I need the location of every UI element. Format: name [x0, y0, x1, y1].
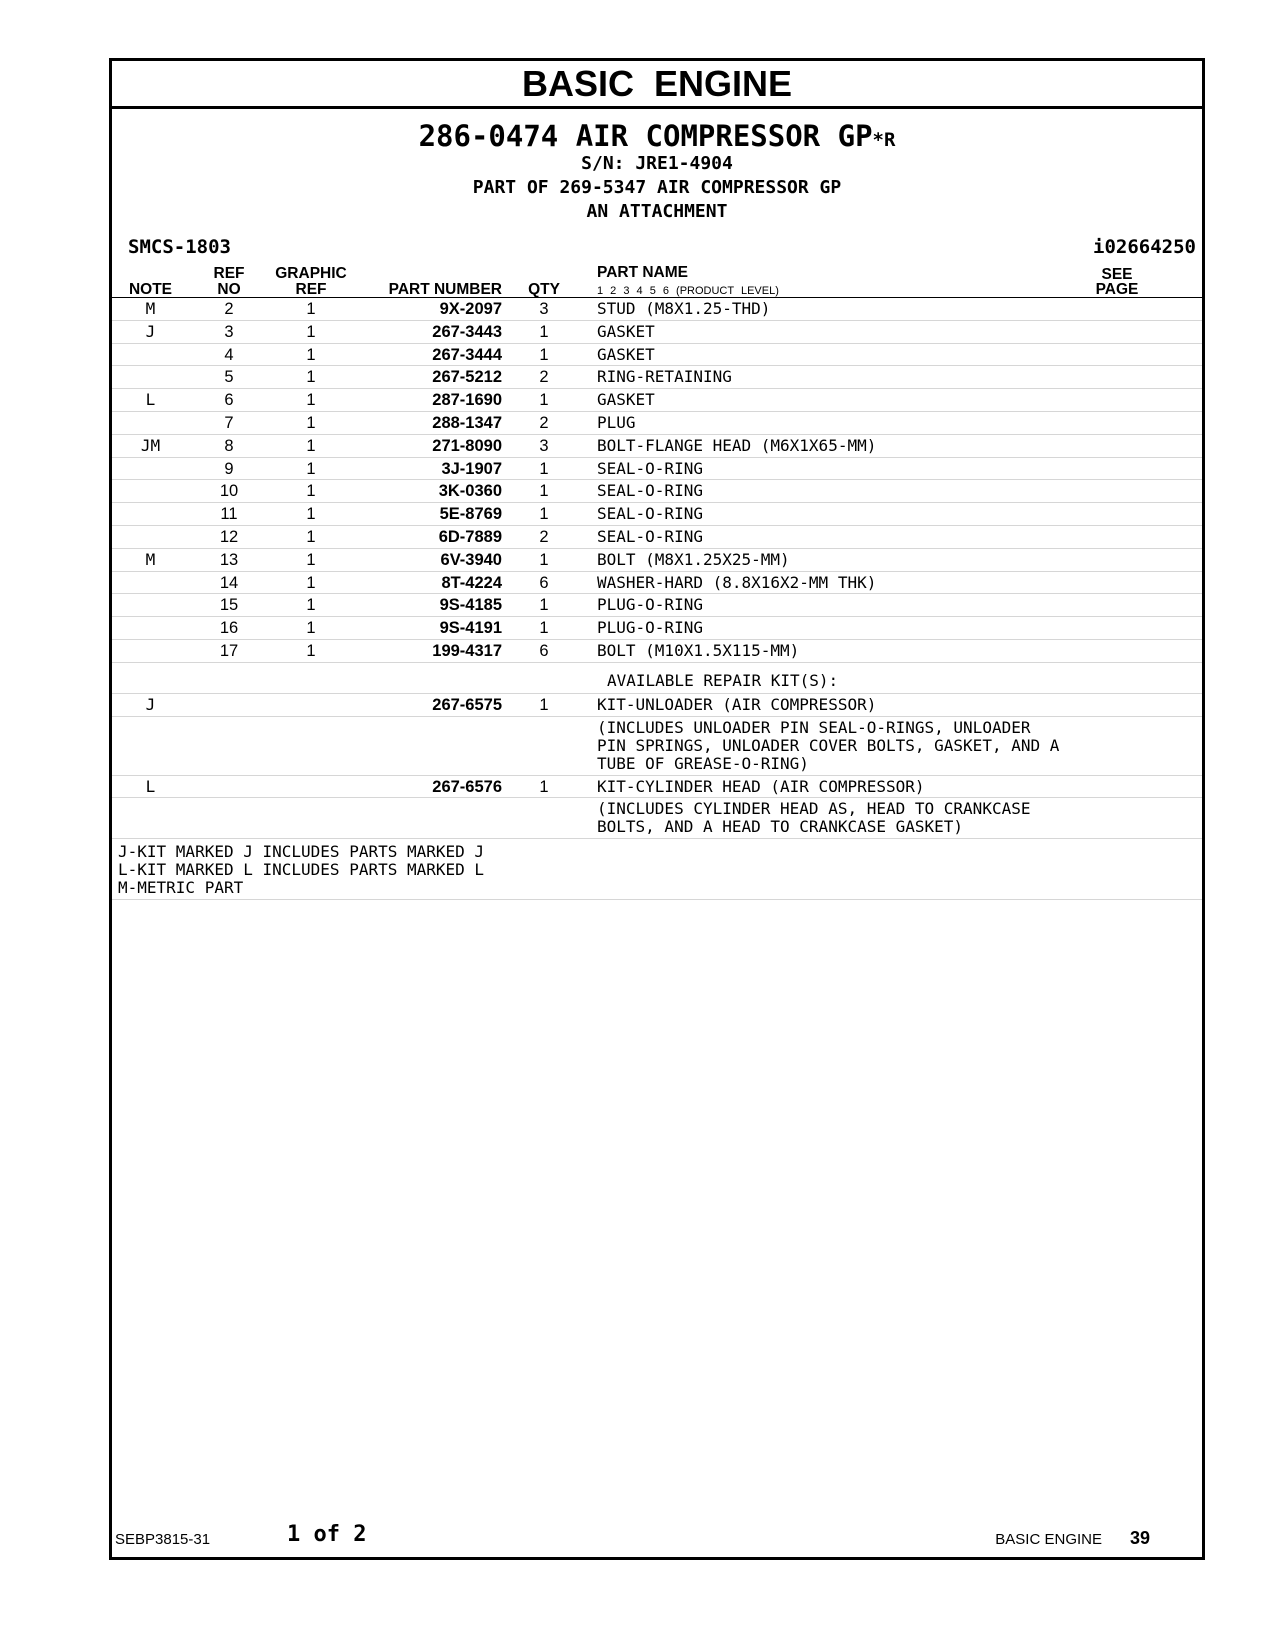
table-header [112, 264, 1202, 298]
legend-line: J-KIT MARKED J INCLUDES PARTS MARKED J [118, 842, 485, 862]
legend-line: M-METRIC PART [118, 878, 244, 898]
part-number-cell: 3K-0360 [438, 482, 502, 501]
header-qty: QTY [528, 281, 560, 298]
qty-cell: 1 [539, 482, 549, 501]
kit-row [112, 694, 1202, 717]
table-row [112, 412, 1202, 435]
parts-table [112, 298, 1202, 900]
graphic-ref-cell: 1 [306, 596, 316, 615]
qty-cell: 1 [539, 550, 549, 569]
note-cell: M [145, 299, 156, 318]
part-number-cell: 271-8090 [432, 436, 502, 455]
ref-no-cell: 6 [224, 391, 234, 410]
legend-notes [112, 839, 1202, 900]
part-name-cell: GASKET [597, 321, 655, 341]
part-number-cell: 199-4317 [432, 641, 502, 660]
part-name-cell: SEAL-O-RING [597, 526, 703, 546]
part-of-line: PART OF 269-5347 AIR COMPRESSOR GP [472, 177, 842, 198]
part-name-cell: RING-RETAINING [597, 367, 732, 387]
kit-description-line: PIN SPRINGS, UNLOADER COVER BOLTS, GASKET, AND A [597, 735, 1060, 755]
part-number-cell: 6D-7889 [438, 527, 502, 546]
illustration-id: i02664250 [1093, 236, 1196, 258]
table-row [112, 366, 1202, 389]
group-title-suffix: *R [872, 129, 896, 151]
header-part-name: PART NAME [597, 264, 688, 281]
graphic-ref-cell: 1 [306, 482, 316, 501]
kit-description-line: TUBE OF GREASE-O-RING) [597, 753, 809, 773]
graphic-ref-cell: 1 [306, 573, 316, 592]
kit-description-line: (INCLUDES CYLINDER HEAD AS, HEAD TO CRANKCASE [597, 799, 1031, 819]
header-graphic-1: GRAPHIC [275, 265, 347, 282]
part-name-cell: BOLT (M8X1.25X25-MM) [597, 549, 790, 569]
table-row [112, 480, 1202, 503]
footer-section: BASIC ENGINE [995, 1531, 1102, 1548]
group-title [112, 119, 1202, 157]
note-cell: L [145, 390, 156, 410]
part-number-cell: 5E-8769 [439, 505, 502, 524]
header-ref-1: REF [213, 265, 245, 282]
part-number-cell: 9S-4185 [439, 596, 502, 615]
ref-no-cell: 13 [219, 550, 239, 569]
attachment-note: AN ATTACHMENT [586, 201, 728, 222]
qty-cell: 2 [539, 527, 549, 546]
ref-no-cell: 15 [219, 596, 239, 615]
qty-cell: 6 [539, 573, 549, 592]
header-product-levels: 1 2 3 4 5 6 (PRODUCT LEVEL) [597, 285, 779, 297]
header-see-1: SEE [1101, 266, 1133, 283]
qty-cell: 1 [539, 391, 549, 410]
qty-cell: 6 [539, 641, 549, 660]
part-number-cell: 8T-4224 [441, 573, 502, 592]
smcs-code: SMCS-1803 [128, 236, 231, 258]
note-cell: JM [140, 435, 161, 455]
qty-cell: 2 [539, 413, 549, 432]
section-title: BASIC ENGINE [112, 61, 1202, 109]
part-name-cell: BOLT (M10X1.5X115-MM) [597, 640, 800, 660]
part-name-cell: STUD (M8X1.25-THD) [597, 299, 771, 318]
table-row [112, 344, 1202, 367]
table-row [112, 617, 1202, 640]
group-title-text: 286-0474 AIR COMPRESSOR GP [418, 119, 873, 153]
note-cell: J [145, 694, 156, 714]
ref-no-cell: 7 [224, 413, 234, 432]
legend-line: L-KIT MARKED L INCLUDES PARTS MARKED L [118, 860, 485, 880]
table-row [112, 503, 1202, 526]
ref-no-cell: 12 [219, 527, 239, 546]
graphic-ref-cell: 1 [306, 322, 316, 341]
table-row [112, 298, 1202, 321]
part-name-cell: PLUG-O-RING [597, 595, 703, 615]
table-row [112, 640, 1202, 663]
kits-list [112, 694, 1202, 840]
graphic-ref-cell: 1 [306, 300, 316, 318]
kits-heading: AVAILABLE REPAIR KIT(S): [607, 670, 839, 690]
header-ref-2: NO [217, 281, 241, 298]
qty-cell: 1 [539, 695, 549, 714]
graphic-ref-cell: 1 [306, 459, 316, 478]
header-see-2: PAGE [1095, 281, 1139, 298]
part-number-cell: 267-6576 [432, 777, 502, 796]
ref-no-cell: 9 [224, 459, 234, 478]
qty-cell: 1 [539, 505, 549, 524]
ref-no-cell: 3 [224, 322, 234, 341]
graphic-ref-cell: 1 [306, 619, 316, 638]
footer-page-of: 1 of 2 [287, 1522, 367, 1547]
parts-list [112, 298, 1202, 663]
part-number-cell: 3J-1907 [441, 459, 502, 478]
kit-description-line: (INCLUDES UNLOADER PIN SEAL-O-RINGS, UNLOADER [597, 717, 1031, 737]
ref-no-cell: 16 [219, 619, 239, 638]
qty-cell: 1 [539, 459, 549, 478]
page-frame [109, 58, 1205, 1560]
graphic-ref-cell: 1 [306, 345, 316, 364]
header-graphic-2: REF [295, 281, 327, 298]
header-part-number: PART NUMBER [388, 281, 502, 298]
footer-doc-id: SEBP3815-31 [115, 1531, 211, 1548]
part-name-cell: BOLT-FLANGE HEAD (M6X1X65-MM) [597, 435, 877, 455]
qty-cell: 1 [539, 777, 549, 796]
note-cell: L [145, 776, 156, 796]
part-number-cell: 9S-4191 [439, 619, 502, 638]
serial-number: S/N: JRE1-4904 [581, 153, 733, 174]
qty-cell: 1 [539, 322, 549, 341]
qty-cell: 1 [539, 619, 549, 638]
part-name-cell: SEAL-O-RING [597, 504, 703, 524]
qty-cell: 3 [539, 300, 549, 318]
part-number-cell: 9X-2097 [439, 300, 502, 318]
table-row [112, 389, 1202, 412]
part-name-cell: KIT-UNLOADER (AIR COMPRESSOR) [597, 694, 877, 714]
ref-no-cell: 4 [224, 345, 234, 364]
note-cell: M [145, 549, 156, 569]
graphic-ref-cell: 1 [306, 505, 316, 524]
part-number-cell: 288-1347 [432, 413, 502, 432]
ref-no-cell: 14 [219, 573, 239, 592]
part-name-cell: SEAL-O-RING [597, 458, 703, 478]
part-name-cell: KIT-CYLINDER HEAD (AIR COMPRESSOR) [597, 776, 925, 796]
kits-heading-row [112, 663, 1202, 694]
part-name-cell: WASHER-HARD (8.8X16X2-MM THK) [597, 572, 877, 592]
ref-no-cell: 8 [224, 436, 234, 455]
graphic-ref-cell: 1 [306, 436, 316, 455]
part-number-cell: 287-1690 [432, 391, 502, 410]
ref-no-cell: 5 [224, 368, 234, 387]
part-number-cell: 6V-3940 [440, 550, 502, 569]
table-row [112, 549, 1202, 572]
table-row [112, 458, 1202, 481]
part-number-cell: 267-3444 [432, 345, 502, 364]
part-name-cell: SEAL-O-RING [597, 481, 703, 501]
graphic-ref-cell: 1 [306, 641, 316, 660]
footer-page-number: 39 [1129, 1528, 1150, 1548]
note-cell: J [145, 321, 156, 341]
graphic-ref-cell: 1 [306, 527, 316, 546]
qty-cell: 1 [539, 345, 549, 364]
part-name-cell: GASKET [597, 344, 655, 364]
part-number-cell: 267-5212 [432, 368, 502, 387]
table-row [112, 594, 1202, 617]
part-name-cell: GASKET [597, 390, 655, 410]
kit-row [112, 776, 1202, 799]
ref-no-cell: 2 [224, 300, 234, 318]
part-number-cell: 267-6575 [432, 695, 502, 714]
qty-cell: 2 [539, 368, 549, 387]
qty-cell: 3 [539, 436, 549, 455]
kit-description-row [112, 798, 1202, 839]
ref-no-cell: 10 [219, 482, 239, 501]
part-number-cell: 267-3443 [432, 322, 502, 341]
kit-description-line: BOLTS, AND A HEAD TO CRANKCASE GASKET) [597, 817, 964, 837]
ref-no-cell: 11 [220, 505, 238, 524]
header-note: NOTE [128, 281, 173, 298]
graphic-ref-cell: 1 [306, 368, 316, 387]
graphic-ref-cell: 1 [306, 550, 316, 569]
kit-description-row [112, 717, 1202, 776]
graphic-ref-cell: 1 [306, 413, 316, 432]
table-row [112, 526, 1202, 549]
table-row [112, 321, 1202, 344]
part-name-cell: PLUG-O-RING [597, 618, 703, 638]
qty-cell: 1 [539, 596, 549, 615]
ref-no-cell: 17 [219, 641, 239, 660]
part-name-cell: PLUG [597, 412, 636, 432]
graphic-ref-cell: 1 [306, 391, 316, 410]
table-row [112, 435, 1202, 458]
table-row [112, 572, 1202, 595]
